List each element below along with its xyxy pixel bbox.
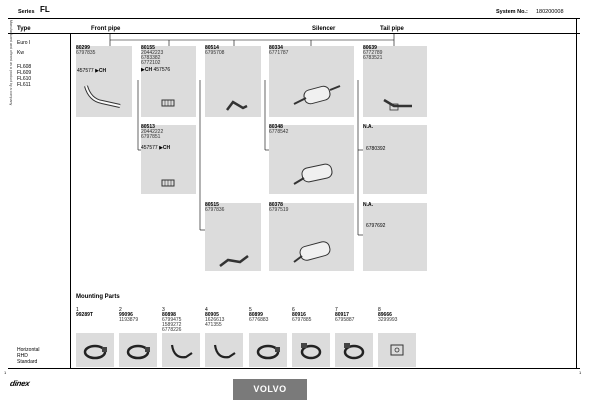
mounting-item-box <box>76 333 114 367</box>
mounting-item-ref: 6797885 <box>292 317 312 323</box>
page-number-right: 1 <box>579 370 582 375</box>
series-label: Series <box>18 9 35 15</box>
part-note-80299: 457577 ▶CH <box>77 68 107 74</box>
mounting-item-ref: 3299993 <box>378 317 398 323</box>
mounting-item-ref: 471355 <box>205 322 222 328</box>
part-ref-80639-b: 6783521 <box>363 55 383 61</box>
model-fl610: FL610 <box>17 76 32 82</box>
part-ref-80299: 6797835 <box>76 50 96 56</box>
orientation-standard: Standard <box>17 359 38 365</box>
orientation-horizontal: Horizontal <box>17 347 40 353</box>
part-code-80515: 80515 <box>205 202 219 208</box>
part-ref-80378: 6797519 <box>269 207 289 213</box>
part-code-na-1: N.A. <box>363 124 373 130</box>
mounting-item-number: 1 <box>76 307 79 313</box>
part-code-80513: 80513 <box>141 124 155 130</box>
part-code-80334: 80334 <box>269 45 283 51</box>
part-code-na-2: N.A. <box>363 202 373 208</box>
mounting-item-box <box>162 333 200 367</box>
mounting-item-box <box>292 333 330 367</box>
mounting-item-ref: 1589272 <box>162 322 182 328</box>
dinex-logo: dinex <box>9 379 31 388</box>
part-ref-6797692: 6797692 <box>366 223 386 229</box>
model-fl608: FL608 <box>17 64 32 70</box>
mounting-item-code: 80899 <box>249 312 263 318</box>
mounting-item-ref: 6799475 <box>162 317 182 323</box>
series-value: FL <box>40 5 50 14</box>
mounting-item-number: 5 <box>249 307 252 313</box>
part-code-80514: 80514 <box>205 45 219 51</box>
part-code-80348: 80348 <box>269 124 283 130</box>
col-tail-pipe: Tail pipe <box>380 26 404 32</box>
part-ref-80513-b: 6797851 <box>141 134 161 140</box>
kw-label: Kw <box>17 50 24 56</box>
part-code-80378: 80378 <box>269 202 283 208</box>
mounting-title: Mounting Parts <box>76 294 120 300</box>
mounting-item-number: 7 <box>335 307 338 313</box>
mounting-item-ref: 1626613 <box>205 317 225 323</box>
system-label: System No.: <box>496 9 528 15</box>
col-front-pipe: Front pipe <box>91 26 121 32</box>
ring-clamp-icon <box>249 333 287 367</box>
mounting-item-box <box>335 333 373 367</box>
tail-pipe-image-80639 <box>380 96 416 114</box>
part-ref-80155-b: 6783382 <box>141 55 161 61</box>
mounting-item-box <box>378 333 416 367</box>
clamp-image-80513 <box>160 178 176 188</box>
mounting-item-code: 99289T <box>76 312 93 318</box>
pipe-image-80515 <box>218 252 250 270</box>
col-type: Type <box>17 26 31 32</box>
mounting-item-number: 8 <box>378 307 381 313</box>
mounting-item-ref: 6776883 <box>249 317 269 323</box>
clamp-image-80155 <box>160 98 176 108</box>
part-ref-80513-a: 20442222 <box>141 129 164 135</box>
brand-volvo: VOLVO <box>233 379 307 400</box>
mounting-item-ref: 1193879 <box>119 317 139 323</box>
mounting-item-code: 80917 <box>335 312 349 318</box>
part-ref-6780392: 6780392 <box>366 146 386 152</box>
mounting-item-number: 4 <box>205 307 208 313</box>
mounting-item-code: 89666 <box>378 312 392 318</box>
mounting-item-code: 80916 <box>292 312 306 318</box>
part-code-80155: 80155 <box>141 45 155 51</box>
bracket-icon <box>205 333 243 367</box>
part-ref-80348: 6778542 <box>269 129 289 135</box>
part-note-80155: ▶CH 457576 <box>141 67 171 73</box>
mounting-item-box <box>249 333 287 367</box>
mounting-item-number: 3 <box>162 307 165 313</box>
part-ref-80155-a: 20442223 <box>141 50 164 56</box>
model-fl609: FL609 <box>17 70 32 76</box>
band-clamp-icon <box>76 333 114 367</box>
part-ref-80334: 6771787 <box>269 50 289 56</box>
part-box-na-6780392 <box>363 125 427 194</box>
mounting-item-box <box>119 333 157 367</box>
silencer-image-80334 <box>290 82 345 112</box>
system-value: 180200008 <box>536 9 564 15</box>
pipe-image-80514 <box>225 98 249 114</box>
mounting-item-code: 80898 <box>162 312 176 318</box>
part-ref-80514: 6795708 <box>205 50 225 56</box>
mounting-item-number: 6 <box>292 307 295 313</box>
mounting-item-code: 80905 <box>205 312 219 318</box>
front-pipe-image-80299 <box>80 80 130 115</box>
part-code-80299: 80299 <box>76 45 90 51</box>
euro-label: Euro I <box>17 40 31 46</box>
mounting-item-code: 99096 <box>119 312 133 318</box>
part-note-80513: 457577 ▶CH <box>141 145 171 151</box>
mounting-item-number: 2 <box>119 307 122 313</box>
model-fl611: FL611 <box>17 82 31 88</box>
bracket-icon <box>162 333 200 367</box>
silencer-image-80348 <box>292 158 344 190</box>
part-ref-80639-a: 6772789 <box>363 50 383 56</box>
gasket-icon <box>378 333 416 367</box>
silencer-image-80378 <box>292 238 342 268</box>
mounting-item-ref: 6778226 <box>162 327 182 333</box>
part-ref-80515: 6797836 <box>205 207 225 213</box>
col-silencer: Silencer <box>312 26 336 32</box>
part-box-na-6797692 <box>363 203 427 271</box>
v-clamp-icon <box>292 333 330 367</box>
part-code-80639: 80639 <box>363 45 377 51</box>
v-clamp-icon <box>335 333 373 367</box>
part-ref-80155-c: 6772102 <box>141 60 161 66</box>
orientation-rhd: RHD <box>17 353 28 359</box>
vertical-note: Manufactured and offered as a product by a company <box>9 20 13 106</box>
page-number-left: 1 <box>4 370 7 375</box>
u-clamp-icon <box>119 333 157 367</box>
mounting-item-box <box>205 333 243 367</box>
mounting-item-ref: 6795887 <box>335 317 355 323</box>
